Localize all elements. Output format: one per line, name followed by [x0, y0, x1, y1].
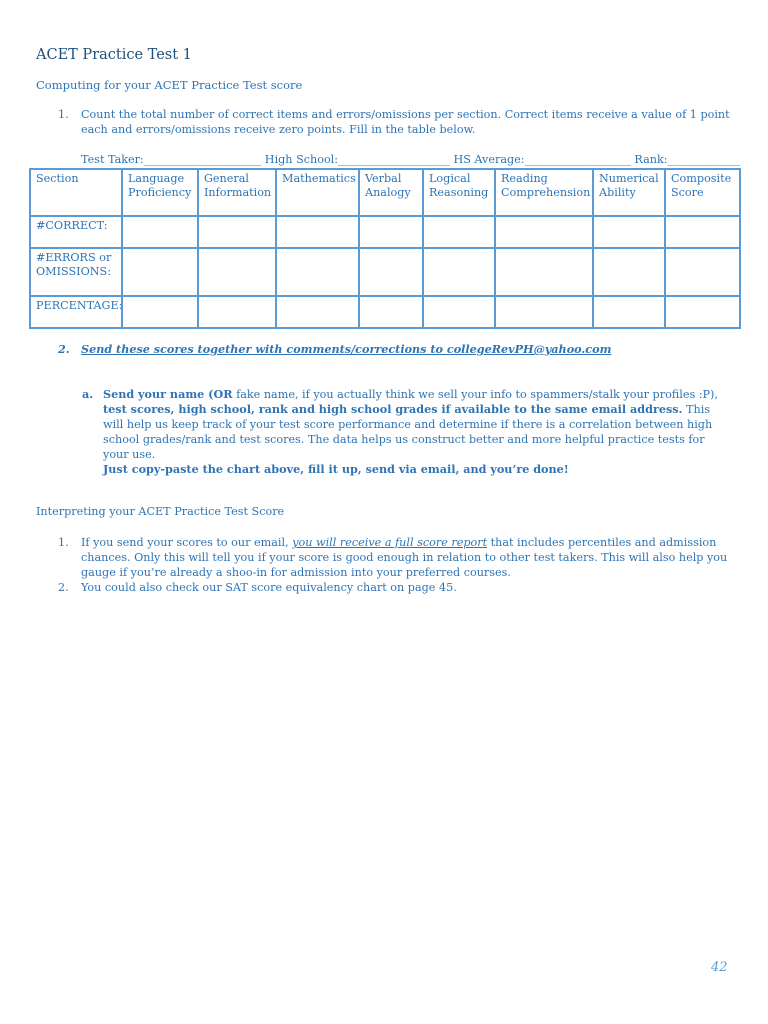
table-row [30, 248, 740, 296]
header-cell: Section [30, 169, 122, 216]
instruction-step-2 [36, 342, 736, 356]
list-number: 2. [58, 581, 69, 594]
score-cell[interactable] [665, 216, 740, 248]
text-run: Send your name ( [103, 387, 214, 401]
score-report-link[interactable]: you will receive a full score report [292, 536, 488, 549]
email-instruction-link[interactable]: Send these scores together with comments/corrections to collegeRevPH@yahoo.com [81, 342, 612, 356]
score-cell[interactable] [359, 248, 423, 296]
instruction-list [36, 107, 736, 137]
text-run: fake name, if you actually think we sell your info to spammers/stalk your profiles :P), [232, 388, 718, 401]
list-number: 1. [58, 536, 69, 549]
text-run: You could also check our SAT score equivalency chart on page 45. [81, 581, 457, 594]
score-cell[interactable] [495, 296, 593, 328]
text-run: test scores, high school, rank and high school grades if available to the same email address. [103, 402, 683, 416]
list-number: 2. [58, 342, 70, 356]
header-cell: Language Proficiency [122, 169, 198, 216]
sub-instruction-text [36, 387, 728, 462]
text-run: that includes percentiles and admission chances. Only this will tell you if your score is good enough in relation to other test takers. This will also help you gauge if you’re already a shoo-in for admission into your preferred courses. [81, 536, 728, 579]
score-cell[interactable] [423, 216, 495, 248]
score-cell[interactable] [122, 296, 198, 328]
score-table [29, 168, 741, 329]
row-label: #ERRORS or OMISSIONS: [30, 248, 122, 296]
table-header-row [30, 169, 740, 216]
row-label: #CORRECT: [30, 216, 122, 248]
score-cell[interactable] [359, 296, 423, 328]
copy-paste-note: Just copy-paste the chart above, fill it up, send via email, and you’re done! [103, 462, 569, 476]
score-cell[interactable] [359, 216, 423, 248]
header-cell: Mathematics [276, 169, 359, 216]
text-run: If you send your scores to our email, [81, 536, 293, 549]
interpretation-step-2 [36, 580, 736, 595]
score-cell[interactable] [276, 216, 359, 248]
page-number: 42 [711, 960, 728, 975]
sub-instruction-a [36, 387, 728, 462]
section-heading-2: Interpreting your ACET Practice Test Score [36, 505, 285, 518]
sub-list-label: a. [82, 387, 94, 401]
taker-info-blanks: Test Taker:_____________________ High School:____________________ HS Average:___________________ Rank:_____________ [81, 153, 741, 166]
score-cell[interactable] [593, 216, 665, 248]
score-cell[interactable] [665, 248, 740, 296]
score-cell[interactable] [495, 248, 593, 296]
score-cell[interactable] [423, 248, 495, 296]
score-cell[interactable] [198, 216, 276, 248]
text-run: This will help us keep track of your test score performance and determine if there is a correlation between high school grades/rank and test scores. The data helps us construct better and more helpful practice tests for your use. [103, 403, 713, 461]
header-cell: Numerical Ability [593, 169, 665, 216]
score-cell[interactable] [276, 248, 359, 296]
interpretation-step-1 [36, 535, 736, 580]
score-cell[interactable] [198, 248, 276, 296]
interpretation-list [36, 535, 736, 595]
table-row [30, 216, 740, 248]
score-cell[interactable] [122, 248, 198, 296]
score-cell[interactable] [122, 216, 198, 248]
header-cell: Reading Comprehension [495, 169, 593, 216]
score-cell[interactable] [276, 296, 359, 328]
section-heading: Computing for your ACET Practice Test score [36, 78, 303, 92]
text-run: OR [213, 387, 233, 401]
instruction-text: Count the total number of correct items and errors/omissions per section. Correct items receive a value of 1 point each and errors/omissions receive zero points. Fill in the table below. [81, 108, 730, 136]
header-cell: Composite Score [665, 169, 740, 216]
instruction-step-1 [36, 107, 736, 137]
header-cell: Logical Reasoning [423, 169, 495, 216]
table-row [30, 296, 740, 328]
score-cell[interactable] [665, 296, 740, 328]
score-cell[interactable] [198, 296, 276, 328]
row-label: PERCENTAGE: [30, 296, 122, 328]
score-cell[interactable] [593, 248, 665, 296]
header-cell: Verbal Analogy [359, 169, 423, 216]
list-number: 1. [58, 108, 69, 121]
score-cell[interactable] [593, 296, 665, 328]
header-cell: General Information [198, 169, 276, 216]
page-title: ACET Practice Test 1 [36, 47, 192, 63]
score-cell[interactable] [495, 216, 593, 248]
score-cell[interactable] [423, 296, 495, 328]
